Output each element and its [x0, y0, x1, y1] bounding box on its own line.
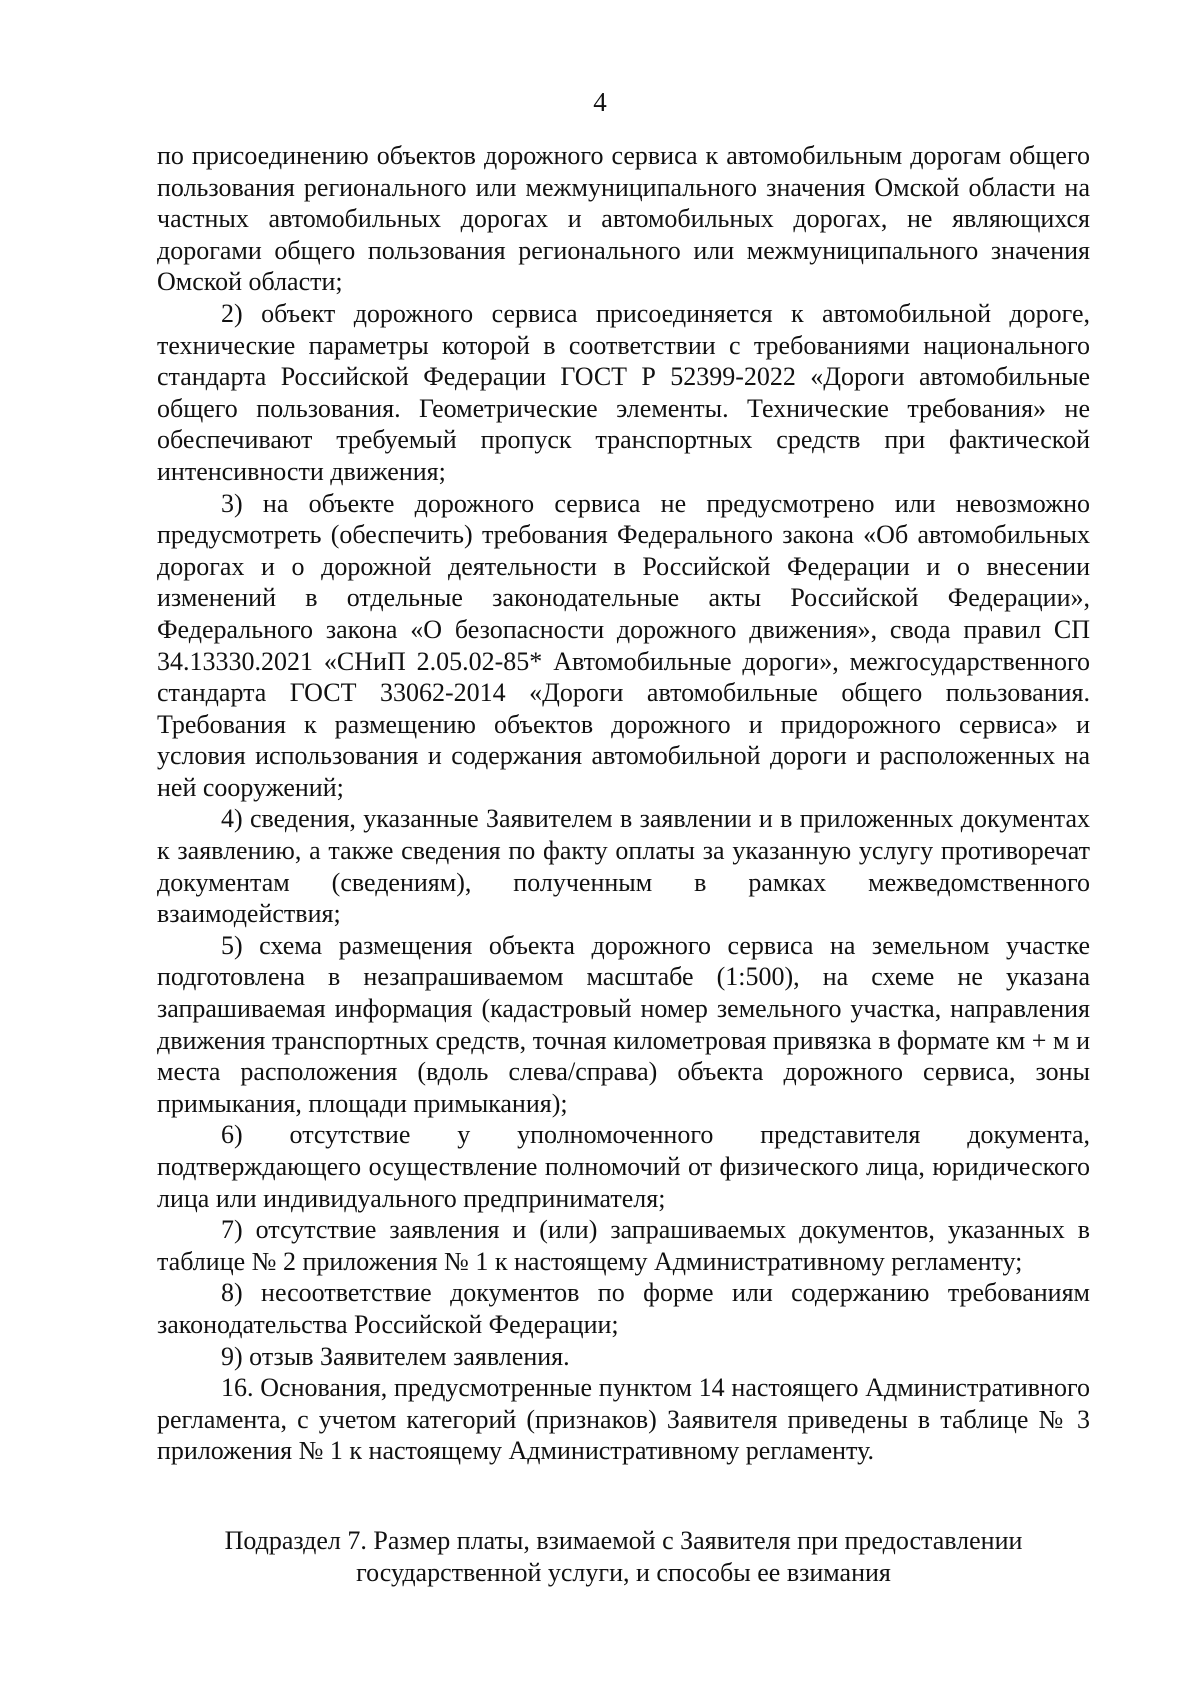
page-number: 4 [593, 87, 607, 117]
list-item-9: 9) отзыв Заявителем заявления. [221, 1341, 570, 1371]
document-body [157, 140, 1090, 1467]
list-item-7: 7) отсутствие заявления и (или) запрашиваемых документов, указанных в таблице № 2 приложения № 1 к настоящему Административному регламенту; [157, 1215, 1090, 1276]
list-item-8: 8) несоответствие документов по форме или содержанию требованиям законодательства Российской Федерации; [157, 1278, 1090, 1339]
subsection-heading [157, 1525, 1090, 1589]
subsection-heading-line-1: Подраздел 7. Размер платы, взимаемой с Заявителя при предоставлении [224, 1526, 1023, 1555]
list-item-5: 5) схема размещения объекта дорожного сервиса на земельном участке подготовлена в незапрашиваемом масштабе (1:500), на схеме не указана запрашиваемая информация (кадастровый номер земельного участка, направления движения транспортных средств, точная километровая привязка в формате км + м и места расположения (вдоль слева/справа) объекта дорожного сервиса, зоны примыкания, площади примыкания); [157, 930, 1090, 1118]
list-item-2: 2) объект дорожного сервиса присоединяется к автомобильной дороге, технические параметры которой в соответствии с требованиями национального стандарта Российской Федерации ГОСТ Р 52399-2022 «Дороги автомобильные общего пользования. Геометрические элементы. Технические требования» не обеспечивают требуемый пропуск транспортных средств при фактической интенсивности движения; [157, 298, 1090, 486]
subsection-heading-line-2: государственной услуги, и способы ее взимания [356, 1558, 891, 1587]
list-item-4: 4) сведения, указанные Заявителем в заявлении и в приложенных документах к заявлению, а также сведения по факту оплаты за указанную услугу противоречат документам (сведениям), полученным в рамках межведомственного взаимодействия; [157, 804, 1090, 929]
list-item-3: 3) на объекте дорожного сервиса не предусмотрено или невозможно предусмотреть (обеспечить) требования Федерального закона «Об автомобильных дорогах и о дорожной деятельности в Российской Федерации и о внесении изменений в отдельные законодательные акты Российской Федерации», Федерального закона «О безопасности дорожного движения», свода правил СП 34.13330.2021 «СНиП 2.05.02-85* Автомобильные дороги», межгосударственного стандарта ГОСТ 33062-2014 «Дороги автомобильные общего пользования. Требования к размещению объектов дорожного и придорожного сервиса» и условия использования и содержания автомобильной дороги и расположенных на ней сооружений; [157, 488, 1090, 802]
clause-16: 16. Основания, предусмотренные пунктом 14 настоящего Административного регламента, с учетом категорий (признаков) Заявителя приведены в таблице № 3 приложения № 1 к настоящему Административному регламенту. [157, 1373, 1090, 1466]
paragraph: по присоединению объектов дорожного сервиса к автомобильным дорогам общего пользования регионального или межмуниципального значения Омской области на частных автомобильных дорогах и автомобильных дорогах, не являющихся дорогами общего пользования регионального или межмуниципального значения Омской области; [157, 141, 1090, 297]
list-item-6: 6) отсутствие у уполномоченного представителя документа, подтверждающего осуществление полномочий от физического лица, юридического лица или индивидуального предпринимателя; [157, 1120, 1090, 1213]
